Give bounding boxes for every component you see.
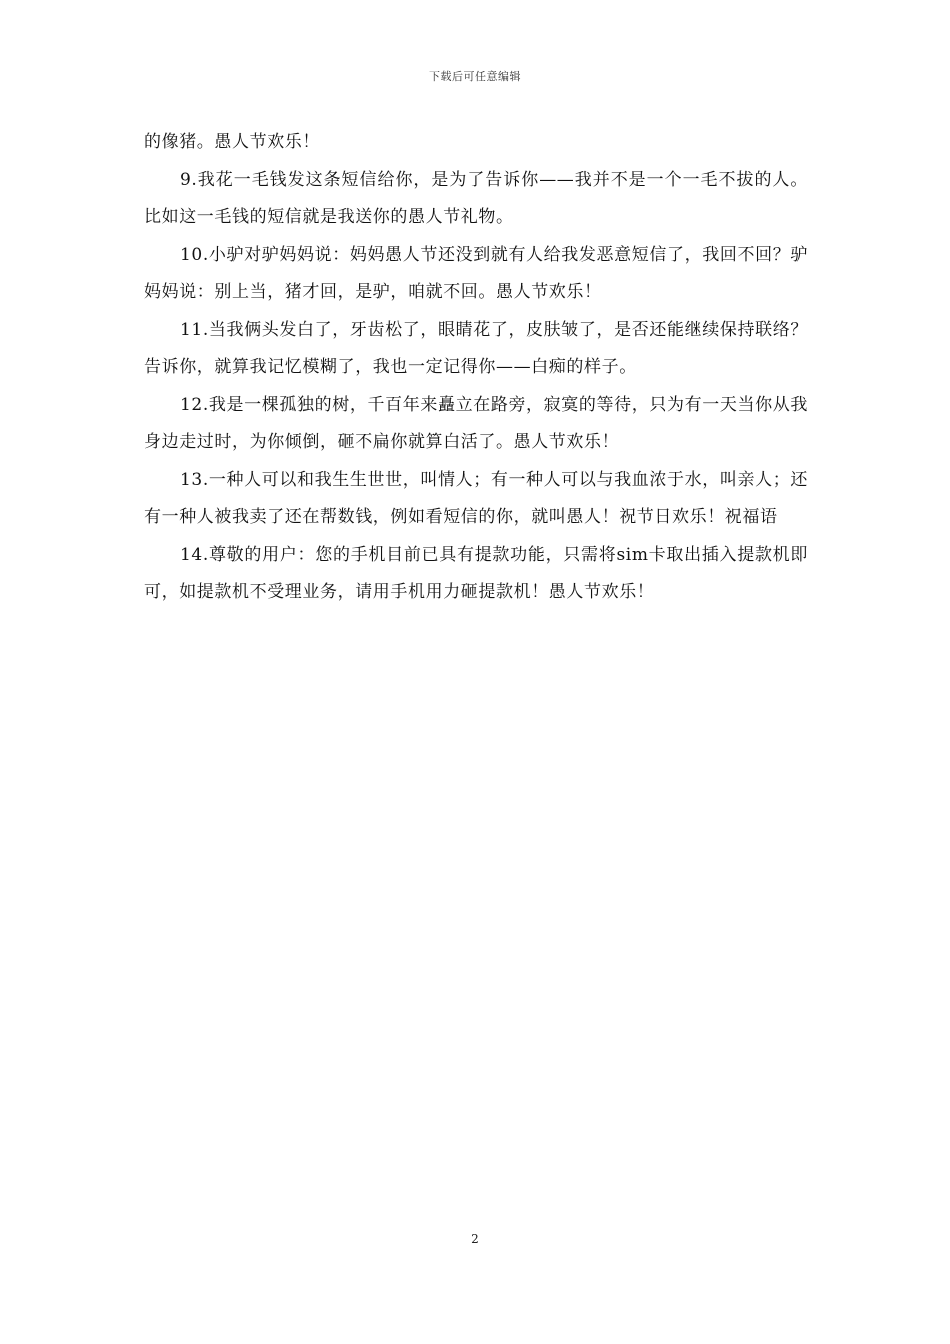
paragraph-item-13: 13.一种人可以和我生生世世，叫情人；有一种人可以与我血浓于水，叫亲人；还有一种人被我卖了还在帮数钱，例如看短信的你，就叫愚人！祝节日欢乐！祝福语 <box>144 469 808 527</box>
paragraph-item-12: 12.我是一棵孤独的树，千百年来矗立在路旁，寂寞的等待，只为有一天当你从我身边走过时，为你倾倒，砸不扁你就算白活了。愚人节欢乐！ <box>144 394 808 452</box>
paragraph-item-10: 10.小驴对驴妈妈说：妈妈愚人节还没到就有人给我发恶意短信了，我回不回？驴妈妈说：别上当，猪才回，是驴，咱就不回。愚人节欢乐！ <box>144 244 808 302</box>
page-number: 2 <box>471 1232 479 1246</box>
document-body <box>144 124 808 612</box>
paragraph-item-9: 9.我花一毛钱发这条短信给你，是为了告诉你——我并不是一个一毛不拔的人。比如这一毛钱的短信就是我送你的愚人节礼物。 <box>144 169 808 227</box>
paragraph-item-14: 14.尊敬的用户：您的手机目前已具有提款功能，只需将sim卡取出插入提款机即可，如提款机不受理业务，请用手机用力砸提款机！愚人节欢乐！ <box>144 544 808 602</box>
paragraph-continuation: 的像猪。愚人节欢乐！ <box>144 132 320 152</box>
paragraph-item-11: 11.当我俩头发白了，牙齿松了，眼睛花了，皮肤皱了，是否还能继续保持联络？告诉你，就算我记忆模糊了，我也一定记得你——白痴的样子。 <box>144 319 808 377</box>
page-header: 下载后可任意编辑 <box>429 70 521 83</box>
